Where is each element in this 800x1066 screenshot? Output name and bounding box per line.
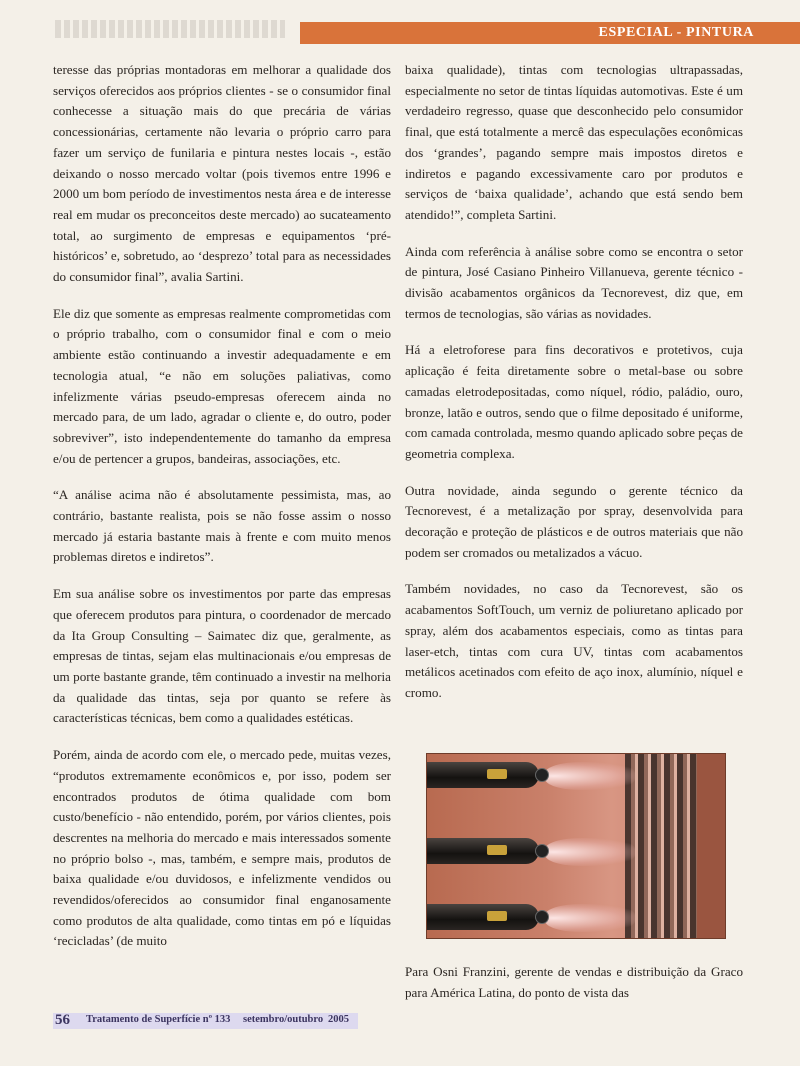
gun-label xyxy=(487,845,507,855)
paragraph: Também novidades, no caso da Tecnorevest, são os acabamentos SoftTouch, um verniz de poliuretano aplicado por spray, além dos acabamentos especiais, como as tintas para laser-etch, tintas com cura UV, tintas com acabamentos metálicos acetinados com efeito de aço inox, alumínio, níquel e cromo. xyxy=(405,581,743,700)
paragraph: Em sua análise sobre os investimentos por parte das empresas que oferecem produtos para pintura, o coordenador de mercado da Ita Group Consulting – Saimatec diz que, geralmente, as empresas de tintas, sejam elas multinacionais e/ou empresas de um porte bastante grande, têm continuado a investir na melhoria da qualidade das tintas, seja por quanto se refere às características técnicas, bem como a qualidades estéticas. xyxy=(53,586,391,726)
parts-rack xyxy=(625,754,697,938)
right-column-continued xyxy=(405,962,743,1003)
left-column xyxy=(53,60,391,952)
paragraph: Ele diz que somente as empresas realmente comprometidas com o próprio trabalho, com o consumidor final e com o meio ambiente estão continuando a investir adequadamente e em tecnologia atual, “e não em soluções paliativas, como infelizmente várias pseudo-empresas oferecem ainda no mercado para, de um lado, agradar o cliente e, do outro, poder sobreviver”, isto independentemente do tamanho da empresa e/ou de pertencer a grupos, bandeiras, associações, etc. xyxy=(53,305,391,466)
gun-label xyxy=(487,769,507,779)
right-column xyxy=(405,60,743,704)
paragraph: Porém, ainda de acordo com ele, o mercado pede, muitas vezes, “produtos extremamente econômicos e, por isso, podem ser encontrados produtos de ótima qualidade com bom custo/benefício - não entendido, porém, por vários clientes, pois descrentes na melhoria do mercado e mais interessados somente no próprio bolso -, mas, também, e sempre mais, produtos de baixa qualidade e/ou duvidosos, e infelizmente vendidos ou revendidos/oferecidos ao consumidor final enganosamente como produtos de alta qualidade, como tintas em pó e líquidas ‘recicladas’ (de muito xyxy=(53,747,391,949)
paragraph: Outra novidade, ainda segundo o gerente técnico da Tecnorevest, é a metalização por spray, desenvolvida para decoração e proteção de plásticos e de outros materiais que não podem ser cromados ou metalizados a vácuo. xyxy=(405,482,743,560)
spray-gun xyxy=(426,838,539,864)
spray-gun xyxy=(426,762,539,788)
paragraph: Há a eletroforese para fins decorativos e protetivos, cuja aplicação é feita diretamente sobre o metal-base ou sobre camadas eletrodepositadas, como níquel, ródio, paládio, ouro, bronze, latão e outros, sendo que o filme depositado é uniforme, com camada controlada, mesmo quando aplicado sobre peças de geometria complexa. xyxy=(405,342,743,461)
magazine-name: Tratamento de Superfície nº 133 xyxy=(86,1014,231,1025)
paragraph: “A análise acima não é absolutamente pessimista, mas, ao contrário, bastante realista, pois se não fosse assim o nosso mercado já estaria bastante mais à frente e com muito menos problemas diretos e indiretos”. xyxy=(53,487,391,565)
spray-nozzle xyxy=(535,768,549,782)
faded-header-text xyxy=(55,20,285,38)
paragraph: Ainda com referência à análise sobre como se encontra o setor de pintura, José Casiano Pinheiro Villanueva, gerente técnico - divisão acabamentos orgânicos da Tecnorevest, diz que, em termos de tecnologias, são várias as novidades. xyxy=(405,243,743,321)
page-number: 56 xyxy=(55,1012,70,1028)
spray-mist xyxy=(545,904,635,932)
gun-label xyxy=(487,911,507,921)
spray-gun xyxy=(426,904,539,930)
section-title: ESPECIAL - PINTURA xyxy=(598,25,754,40)
issue-months: setembro/outubro xyxy=(243,1014,324,1025)
spray-mist xyxy=(545,838,635,866)
page-footer xyxy=(53,1013,358,1029)
spray-nozzle xyxy=(535,910,549,924)
spray-guns-photo xyxy=(426,753,726,939)
spray-nozzle xyxy=(535,844,549,858)
issue-year: 2005 xyxy=(328,1014,349,1025)
rack-frame xyxy=(697,754,725,938)
paragraph: Para Osni Franzini, gerente de vendas e distribuição da Graco para América Latina, do ponto de vista das xyxy=(405,964,743,1000)
spray-mist xyxy=(545,762,635,790)
paragraph: baixa qualidade), tintas com tecnologias ultrapassadas, especialmente no setor de tintas líquidas automotivas. Este é um verdadeiro regresso, quase que desconhecido pelo consumidor final, que está totalmente a mercê das especulações econômicas dos ‘grandes’, pagando sempre mais impostos diretos e indiretos e pagando excessivamente caro por produtos e serviços de ‘baixa qualidade’, achando que está sendo bem atendido!”, completa Sartini. xyxy=(405,62,743,222)
section-banner xyxy=(300,22,800,44)
paragraph: teresse das próprias montadoras em melhorar a qualidade dos serviços oferecidos aos próprios clientes - se o consumidor final conhecesse a situação mais do que precária de várias concessionárias, certamente não levaria o próprio carro para fazer um serviço de funilaria e pintura nestes locais -, estão deixando o nosso mercado voltar (pois tivemos entre 1996 e 2000 um bom período de investimentos nesta área e de interesse real em mudar os preconceitos deste mercado) ao sucateamento total, ao surgimento de empresas e equipamentos ‘pré-históricos’ e, sobretudo, ao ‘desprezo’ total para as necessidades do consumidor final”, avalia Sartini. xyxy=(53,62,391,285)
